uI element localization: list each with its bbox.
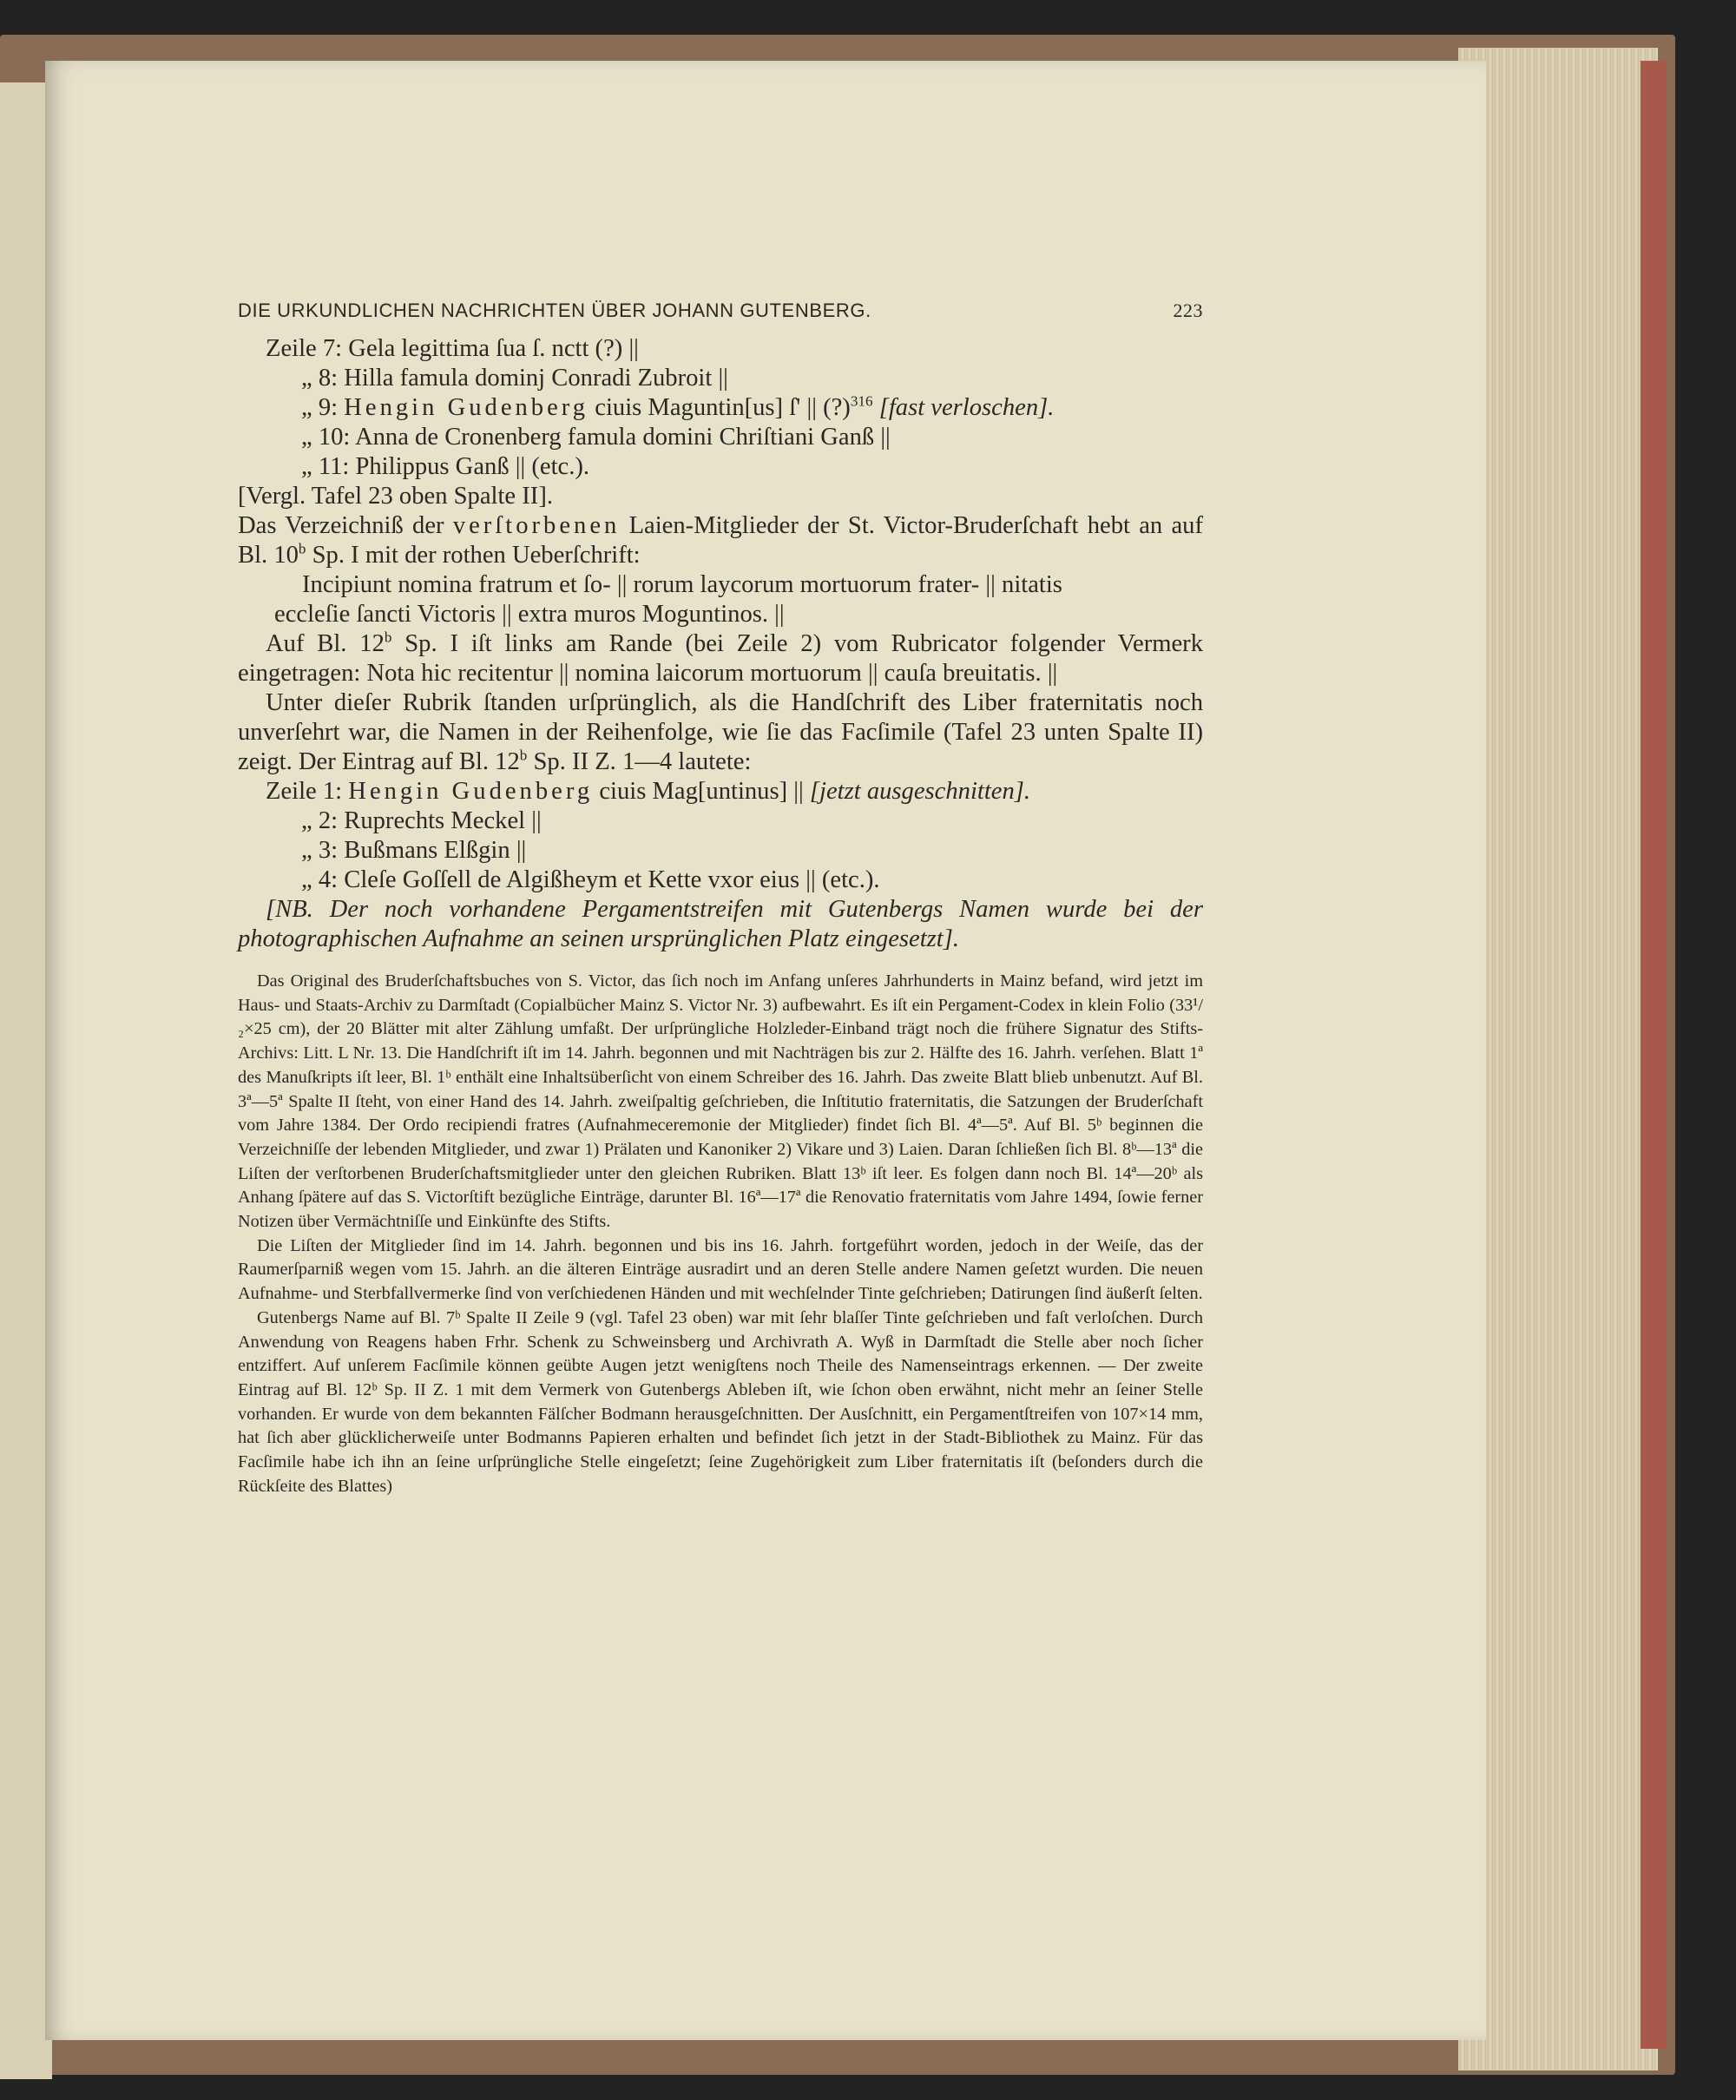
line-label: „ 8:	[301, 365, 339, 392]
entry-block-2	[238, 777, 1203, 895]
line-text: Bußmans Elßgin ||	[344, 837, 527, 864]
book-page	[45, 61, 1486, 2040]
line-text: Philippus Ganß || (etc.).	[355, 453, 590, 480]
page-content	[238, 234, 1203, 1498]
reference-line: [Vergl. Tafel 23 oben Spalte II].	[238, 483, 553, 510]
editorial-note: [fast verloschen].	[878, 394, 1055, 421]
running-head	[238, 300, 1203, 322]
cover-edge	[1641, 61, 1667, 2049]
footnote-block	[238, 970, 1203, 1498]
page-edges	[1458, 48, 1658, 2070]
line-text: Gela legittima ſua ſ. nctt (?) ||	[348, 335, 639, 362]
line-label: „ 10:	[301, 424, 351, 451]
page-number: 223	[1173, 300, 1203, 321]
entry-line	[238, 866, 1203, 895]
quote-line: Incipiunt nomina fratrum et ſo- || rorum laycorum mortuorum frater- || nitatis	[302, 571, 1062, 598]
text-run: Sp. I mit der rothen Ueberſchrift:	[312, 542, 641, 569]
spaced-word: verſtorbenen	[452, 512, 621, 539]
line-text: ciuis Maguntin[us] ſ' || (?)	[595, 394, 851, 421]
line-label: Zeile 1:	[266, 778, 343, 805]
line-label: Zeile 7:	[266, 335, 343, 362]
entry-line	[238, 393, 1203, 423]
text-run: Auf Bl. 12	[266, 630, 385, 657]
text-run: Sp. II Z. 1—4 lautete:	[533, 748, 752, 775]
line-label: „ 2:	[301, 807, 339, 834]
superscript: b	[519, 747, 528, 764]
entry-block-1	[238, 334, 1203, 511]
editorial-note: [jetzt ausgeschnitten].	[809, 778, 1031, 805]
paragraph	[238, 688, 1203, 777]
entry-line	[238, 423, 1203, 452]
entry-line	[238, 334, 1203, 364]
line-text: ciuis Mag[untinus] ||	[599, 778, 804, 805]
line-label: „ 9:	[301, 394, 339, 421]
text-run: Sp. I iſt links am Rande (bei Zeile 2) vom Rubricator folgender Vermerk eingetragen: Nota hic recitentur || nomina laicorum mortuorum || cauſa breuitatis. ||	[238, 630, 1204, 687]
line-text: Hilla famula dominj Conradi Zubroit ||	[344, 365, 728, 392]
entry-line	[238, 836, 1203, 866]
paragraph	[238, 511, 1203, 570]
line-text: Anna de Cronenberg famula domini Chriſtiani Ganß ||	[354, 424, 891, 451]
quote-line: eccleſie ſancti Victoris || extra muros Moguntinos. ||	[274, 601, 785, 628]
entry-line	[238, 452, 1203, 482]
nb-note: [NB. Der noch vorhandene Pergamentstreifen mit Gutenbergs Namen wurde bei der photographischen Aufnahme an seinen ursprünglichen Platz eingesetzt].	[238, 896, 1203, 952]
spaced-name: Hengin Gudenberg	[348, 778, 594, 805]
footnote-paragraph: Gutenbergs Name auf Bl. 7ᵇ Spalte II Zeile 9 (vgl. Tafel 23 oben) war mit ſehr blaſſer Tinte geſchrieben und faſt verloſchen. Durch Anwendung von Reagens haben Frhr. Schenk zu Schweinsberg und Archivrath A. Wyß in Darmſtadt die Stelle aber noch ſicher entziffert. Auf unſerem Facſimile können geübte Augen jetzt wenigſtens noch Theile des Namenseintrags erkennen. — Der zweite Eintrag auf Bl. 12ᵇ Sp. II Z. 1 mit dem Vermerk von Gutenbergs Ableben iſt, wie ſchon oben erwähnt, nicht mehr an ſeiner Stelle vorhanden. Er wurde von dem bekannten Fälſcher Bodmann herausgeſchnitten. Der Ausſchnitt, ein Pergamentſtreifen von 107×14 mm, hat ſich aber glücklicherweiſe unter Bodmanns Papieren erhalten und befindet ſich jetzt in der Stadt-Bibliothek zu Mainz. Für das Facſimile habe ich ihn an ſeine urſprüngliche Stelle eingeſetzt; ſeine Zugehörigkeit zum Liber fraternitatis iſt (beſonders durch die Rückſeite des Blattes)	[238, 1307, 1203, 1496]
text-run: Das Verzeichniß der	[238, 512, 444, 539]
footnote-ref: 316	[850, 392, 873, 410]
main-text	[238, 334, 1203, 954]
entry-line	[238, 777, 1203, 806]
text-run: Laien-Mitglieder der St. Victor-Bruderſchaft hebt an auf Bl. 10	[238, 512, 1203, 569]
footnote-paragraph: Die Liſten der Mitglieder ſind im 14. Jahrh. begonnen und bis ins 16. Jahrh. fortgeführt worden, jedoch in der Weiſe, das der Raumerſparniß wegen vom 15. Jahrh. an die älteren Einträge ausradirt und an deren Stelle andere Namen geſetzt wurden. Die neuen Aufnahme- und Sterbfallvermerke ſind von verſchiedenen Händen und mit wechſelnder Tinte geſchrieben; Datirungen ſind äußerſt ſelten.	[238, 1235, 1203, 1304]
footnote-paragraph: Das Original des Bruderſchaftsbuches von S. Victor, das ſich noch im Anfang unſeres Jahrhunderts in Mainz befand, wird jetzt im Haus- und Staats-Archiv zu Darmſtadt (Copialbücher Mainz S. Victor Nr. 3) aufbewahrt. Es iſt ein Pergament-Codex in klein Folio (33¹/₂×25 cm), der 20 Blätter mit alter Zählung umfaßt. Der urſprüngliche Holzleder-Einband trägt noch die frühere Signatur des Stifts-Archivs: Litt. L Nr. 13. Die Handſchrift iſt im 14. Jahrh. begonnen und mit Nachträgen bis zur 2. Hälfte des 16. Jahrh. verſehen. Blatt 1ª des Manuſkripts iſt leer, Bl. 1ᵇ enthält eine Inhaltsüberſicht von einem Schreiber des 16. Jahrh. Das zweite Blatt blieb unbenutzt. Auf Bl. 3ª—5ª Spalte II ſteht, von einer Hand des 14. Jahrh. zweiſpaltig geſchrieben, die Inſtitutio fraternitatis, die Satzungen der Bruderſchaft vom Jahre 1384. Der Ordo recipiendi fratres (Aufnahmeceremonie der Mitglieder) findet ſich Bl. 4ª—5ª. Auf Bl. 5ᵇ beginnen die Verzeichniſſe der lebenden Mitglieder, und zwar 1) Prälaten und Kanoniker 2) Vikare und 3) Laien. Daran ſchließen ſich Bl. 8ᵇ—13ª die Liſten der verſtorbenen Bruderſchaftsmitglieder unter den gleichen Rubriken. Blatt 13ᵇ iſt leer. Es folgen dann noch Bl. 14ª—20ᵇ als Anhang ſpätere auf das S. Victorſtift bezügliche Einträge, darunter Bl. 16ª—17ª die Renovatio fraternitatis vom Jahre 1494, ſowie ferner Notizen über Vermächtniſſe und Einkünfte des Stifts.	[238, 971, 1203, 1232]
left-page-edge	[0, 82, 52, 2079]
line-label: „ 11:	[301, 453, 350, 480]
line-text: Cleſe Goſſell de Algißheym et Kette vxor eius || (etc.).	[344, 866, 880, 893]
text-run: Unter dieſer Rubrik ſtanden urſprünglich, als die Handſchrift des Liber fraternitatis noch unverſehrt war, die Namen in der Reihenfolge, wie ſie das Facſimile (Tafel 23 unten Spalte II) zeigt. Der Eintrag auf Bl. 12	[238, 689, 1203, 775]
running-title: DIE URKUNDLICHEN NACHRICHTEN ÜBER JOHANN GUTENBERG.	[238, 300, 871, 321]
entry-line	[238, 806, 1203, 836]
line-text: Ruprechts Meckel ||	[344, 807, 542, 834]
spaced-name: Hengin Gudenberg	[344, 394, 589, 421]
superscript: b	[298, 540, 306, 557]
line-label: „ 4:	[301, 866, 339, 893]
line-label: „ 3:	[301, 837, 339, 864]
entry-line	[238, 364, 1203, 393]
paragraph	[238, 629, 1203, 688]
superscript: b	[384, 629, 392, 646]
